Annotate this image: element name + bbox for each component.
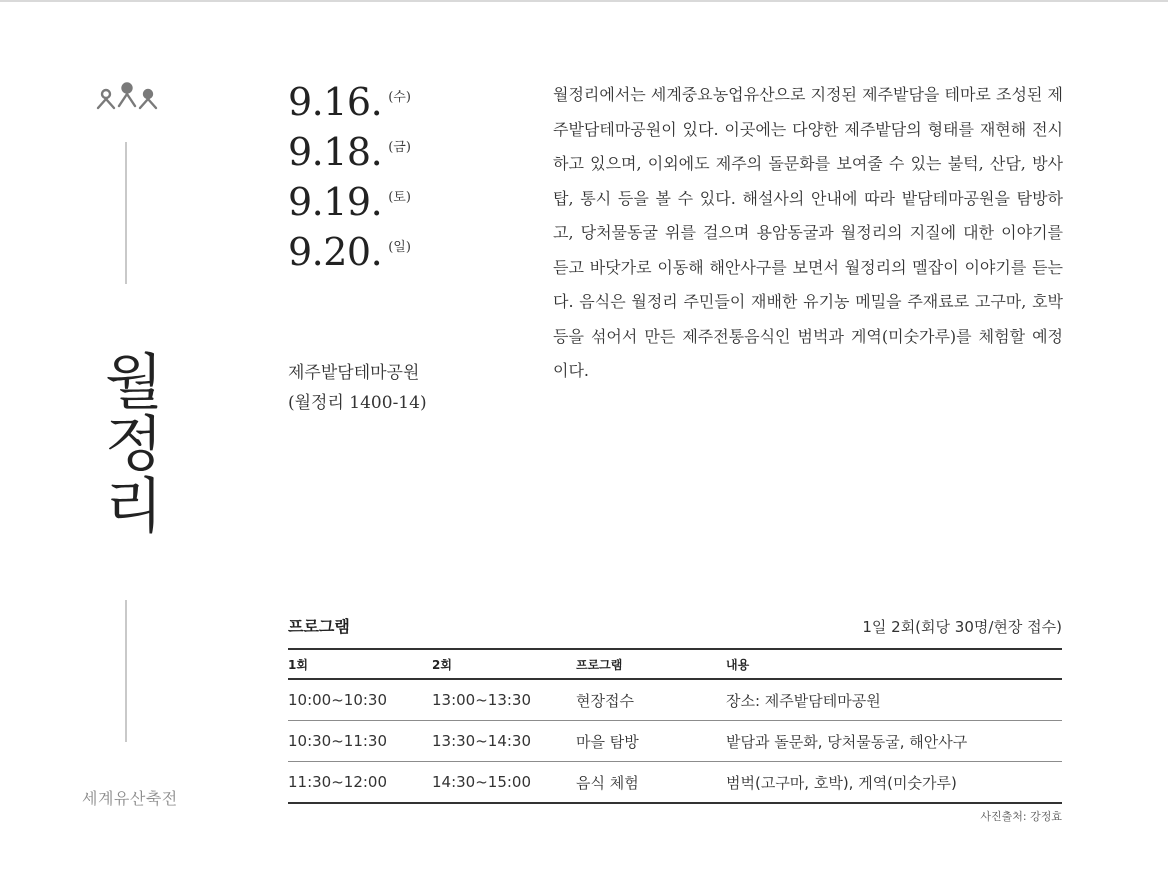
table-cell: 10:30~11:30 [288, 721, 432, 762]
date-number: 9.20. [288, 230, 383, 274]
table-cell: 11:30~12:00 [288, 762, 432, 804]
table-cell: 현장접수 [576, 679, 726, 721]
table-cell: 밭담과 돌문화, 당처물동굴, 해안사구 [726, 721, 1062, 762]
program-title: 프로그램 [288, 617, 350, 636]
column-header: 2회 [432, 649, 576, 679]
table-row [288, 721, 1062, 762]
date-item [288, 128, 411, 178]
program-header [288, 614, 1062, 637]
date-item [288, 228, 411, 278]
venue-address: (월정리 1400-14) [288, 393, 427, 413]
date-number: 9.19. [288, 180, 383, 224]
table-cell: 범벅(고구마, 호박), 게역(미숫가루) [726, 762, 1062, 804]
table-cell: 장소: 제주밭담테마공원 [726, 679, 1062, 721]
venue-name: 제주밭담테마공원 [288, 363, 420, 383]
date-weekday: (금) [388, 140, 411, 155]
table-cell: 10:00~10:30 [288, 679, 432, 721]
date-weekday: (토) [388, 190, 411, 205]
festival-name: 세계유산축전 [82, 789, 178, 808]
table-cell: 13:00~13:30 [432, 679, 576, 721]
table-header-row [288, 649, 1062, 679]
village-name: 월정리 [94, 350, 164, 536]
date-number: 9.18. [288, 130, 383, 174]
table-row [288, 679, 1062, 721]
date-list [288, 78, 411, 278]
three-people-icon [96, 78, 158, 118]
venue [288, 358, 427, 418]
program-note: 1일 2회(회당 30명/현장 접수) [862, 618, 1062, 636]
top-rule [0, 0, 1168, 2]
column-header: 프로그램 [576, 649, 726, 679]
date-weekday: (수) [388, 90, 411, 105]
description-paragraph: 월정리에서는 세계중요농업유산으로 지정된 제주밭담을 테마로 조성된 제주밭담테마공원이 있다. 이곳에는 다양한 제주밭담의 형태를 재현해 전시하고 있으며, 이외에도 제주의 돌문화를 보여줄 수 있는 불턱, 산담, 방사탑, 통시 등을 볼 수 있다. 해설사의 안내에 따라 밭담테마공원을 탐방하고, 당처물동굴 위를 걸으며 용암동굴과 월정리의 지질에 대한 이야기를 듣고 바닷가로 이동해 해안사구를 보면서 월정리의 멜잡이 이야기를 듣는다. 음식은 월정리 주민들이 재배한 유기농 메밀을 주재료로 고구마, 호박 등을 섞어서 만든 제주전통음식인 범벅과 게역(미숫가루)를 체험할 예정이다. [553, 85, 1063, 380]
divider-line [125, 142, 127, 284]
table-cell: 13:30~14:30 [432, 721, 576, 762]
column-header: 내용 [726, 649, 1062, 679]
photo-credit: 사진출처: 강정효 [980, 810, 1062, 823]
divider-line [125, 600, 127, 742]
date-item [288, 178, 411, 228]
table-cell: 음식 체험 [576, 762, 726, 804]
program-table [288, 648, 1062, 804]
column-header: 1회 [288, 649, 432, 679]
date-item [288, 78, 411, 128]
date-weekday: (일) [388, 240, 411, 255]
table-cell: 14:30~15:00 [432, 762, 576, 804]
table-row [288, 762, 1062, 804]
date-number: 9.16. [288, 80, 383, 124]
table-cell: 마을 탐방 [576, 721, 726, 762]
